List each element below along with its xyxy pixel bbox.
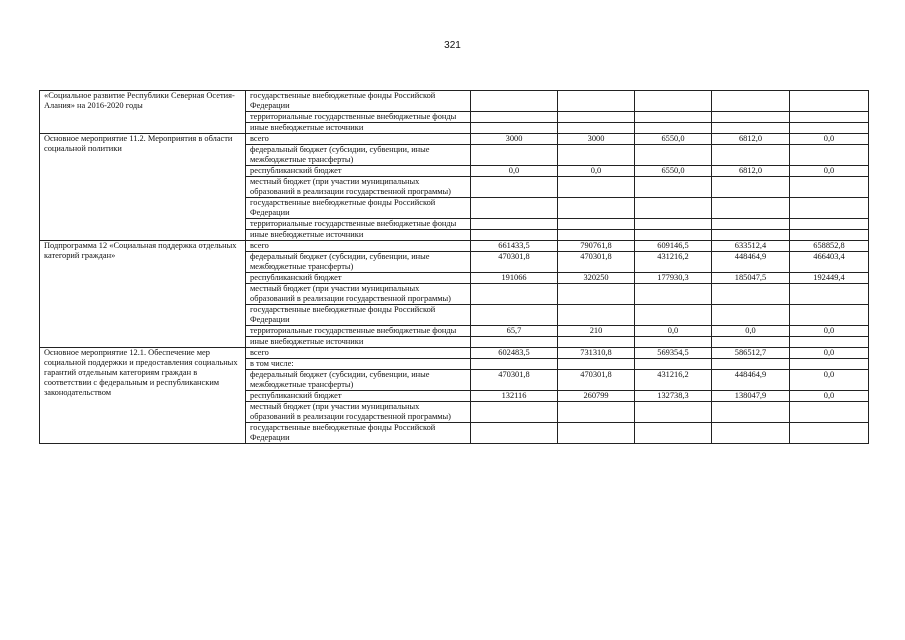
program-name-cell: Основное мероприятие 11.2. Мероприятия в области социальной политики [40, 134, 246, 241]
amount-cell: 0,0 [790, 326, 869, 337]
amount-cell: 569354,5 [635, 348, 712, 359]
amount-cell: 0,0 [712, 326, 790, 337]
amount-cell [712, 305, 790, 326]
amount-cell [558, 91, 635, 112]
amount-cell [471, 305, 558, 326]
amount-cell [558, 284, 635, 305]
amount-cell [790, 230, 869, 241]
amount-cell [790, 359, 869, 370]
funding-source-cell: государственные внебюджетные фонды Российской Федерации [246, 423, 471, 444]
table-body [40, 91, 869, 444]
funding-source-cell: государственные внебюджетные фонды Российской Федерации [246, 91, 471, 112]
funding-source-cell: республиканский бюджет [246, 166, 471, 177]
funding-source-cell: местный бюджет (при участии муниципальных образований в реализации государственной программы) [246, 284, 471, 305]
amount-cell: 431216,2 [635, 252, 712, 273]
amount-cell [635, 198, 712, 219]
amount-cell: 658852,8 [790, 241, 869, 252]
amount-cell [790, 177, 869, 198]
amount-cell [471, 198, 558, 219]
amount-cell [712, 359, 790, 370]
amount-cell [635, 337, 712, 348]
amount-cell: 731310,8 [558, 348, 635, 359]
amount-cell [558, 123, 635, 134]
amount-cell: 132116 [471, 391, 558, 402]
funding-source-cell: территориальные государственные внебюджетные фонды [246, 112, 471, 123]
amount-cell [558, 112, 635, 123]
amount-cell [790, 423, 869, 444]
amount-cell: 210 [558, 326, 635, 337]
amount-cell: 586512,7 [712, 348, 790, 359]
funding-source-cell: местный бюджет (при участии муниципальных образований в реализации государственной программы) [246, 402, 471, 423]
amount-cell: 470301,8 [471, 370, 558, 391]
amount-cell [635, 230, 712, 241]
amount-cell [471, 219, 558, 230]
amount-cell [712, 145, 790, 166]
funding-source-cell: федеральный бюджет (субсидии, субвенции, иные межбюджетные трансферты) [246, 145, 471, 166]
amount-cell [635, 112, 712, 123]
amount-cell: 448464,9 [712, 252, 790, 273]
amount-cell [712, 91, 790, 112]
amount-cell: 0,0 [790, 370, 869, 391]
amount-cell [712, 219, 790, 230]
amount-cell [471, 359, 558, 370]
amount-cell [558, 305, 635, 326]
amount-cell [558, 198, 635, 219]
amount-cell: 609146,5 [635, 241, 712, 252]
funding-source-cell: государственные внебюджетные фонды Российской Федерации [246, 305, 471, 326]
amount-cell [790, 198, 869, 219]
amount-cell: 790761,8 [558, 241, 635, 252]
table-row [40, 91, 869, 112]
amount-cell [635, 219, 712, 230]
funding-source-cell: иные внебюджетные источники [246, 123, 471, 134]
program-name-cell: Подпрограмма 12 «Социальная поддержка отдельных категорий граждан» [40, 241, 246, 348]
amount-cell [471, 284, 558, 305]
amount-cell: 6812,0 [712, 166, 790, 177]
amount-cell [712, 198, 790, 219]
amount-cell [471, 123, 558, 134]
amount-cell [712, 123, 790, 134]
amount-cell: 260799 [558, 391, 635, 402]
funding-source-cell: территориальные государственные внебюджетные фонды [246, 219, 471, 230]
amount-cell [712, 284, 790, 305]
amount-cell: 470301,8 [471, 252, 558, 273]
amount-cell [471, 91, 558, 112]
program-name-cell: «Социальное развитие Республики Северная Осетия-Алания» на 2016-2020 годы [40, 91, 246, 134]
amount-cell [635, 423, 712, 444]
amount-cell: 470301,8 [558, 370, 635, 391]
amount-cell: 6812,0 [712, 134, 790, 145]
funding-source-cell: федеральный бюджет (субсидии, субвенции, иные межбюджетные трансферты) [246, 252, 471, 273]
amount-cell [712, 337, 790, 348]
amount-cell [790, 219, 869, 230]
amount-cell [558, 145, 635, 166]
amount-cell: 6550,0 [635, 134, 712, 145]
amount-cell: 470301,8 [558, 252, 635, 273]
amount-cell: 431216,2 [635, 370, 712, 391]
amount-cell [635, 123, 712, 134]
amount-cell [471, 145, 558, 166]
funding-source-cell: всего [246, 241, 471, 252]
amount-cell: 3000 [471, 134, 558, 145]
amount-cell: 6550,0 [635, 166, 712, 177]
amount-cell [790, 123, 869, 134]
amount-cell [471, 112, 558, 123]
amount-cell [558, 230, 635, 241]
amount-cell [635, 177, 712, 198]
amount-cell [471, 402, 558, 423]
amount-cell: 3000 [558, 134, 635, 145]
amount-cell: 0,0 [635, 326, 712, 337]
amount-cell [558, 359, 635, 370]
funding-source-cell: республиканский бюджет [246, 391, 471, 402]
amount-cell [712, 112, 790, 123]
funding-source-cell: всего [246, 134, 471, 145]
amount-cell [471, 337, 558, 348]
amount-cell [471, 423, 558, 444]
funding-source-cell: иные внебюджетные источники [246, 230, 471, 241]
amount-cell [790, 112, 869, 123]
amount-cell: 448464,9 [712, 370, 790, 391]
table-row [40, 134, 869, 145]
amount-cell [558, 402, 635, 423]
page-number: 321 [444, 40, 461, 51]
funding-source-cell: местный бюджет (при участии муниципальных образований в реализации государственной программы) [246, 177, 471, 198]
amount-cell: 138047,9 [712, 391, 790, 402]
amount-cell: 466403,4 [790, 252, 869, 273]
amount-cell [635, 284, 712, 305]
amount-cell: 65,7 [471, 326, 558, 337]
amount-cell [712, 177, 790, 198]
amount-cell: 0,0 [790, 166, 869, 177]
funding-source-cell: всего [246, 348, 471, 359]
amount-cell: 0,0 [471, 166, 558, 177]
amount-cell [635, 91, 712, 112]
amount-cell [471, 230, 558, 241]
amount-cell: 320250 [558, 273, 635, 284]
amount-cell [558, 337, 635, 348]
amount-cell: 177930,3 [635, 273, 712, 284]
amount-cell: 661433,5 [471, 241, 558, 252]
amount-cell: 192449,4 [790, 273, 869, 284]
funding-source-cell: территориальные государственные внебюджетные фонды [246, 326, 471, 337]
amount-cell [635, 305, 712, 326]
table-row [40, 348, 869, 359]
amount-cell: 0,0 [790, 134, 869, 145]
funding-source-cell: иные внебюджетные источники [246, 337, 471, 348]
amount-cell [712, 423, 790, 444]
amount-cell [790, 145, 869, 166]
program-name-cell: Основное мероприятие 12.1. Обеспечение мер социальной поддержки и предоставления социальных гарантий отдельным категориям граждан в соответствии с федеральным и республиканским законодательством [40, 348, 246, 444]
amount-cell [635, 402, 712, 423]
amount-cell [558, 177, 635, 198]
funding-source-cell: в том числе: [246, 359, 471, 370]
amount-cell: 191066 [471, 273, 558, 284]
amount-cell: 602483,5 [471, 348, 558, 359]
amount-cell [790, 402, 869, 423]
amount-cell [790, 91, 869, 112]
amount-cell [635, 359, 712, 370]
amount-cell: 132738,3 [635, 391, 712, 402]
funding-source-cell: государственные внебюджетные фонды Российской Федерации [246, 198, 471, 219]
amount-cell [712, 230, 790, 241]
table-row [40, 241, 869, 252]
amount-cell [558, 423, 635, 444]
funding-source-cell: федеральный бюджет (субсидии, субвенции, иные межбюджетные трансферты) [246, 370, 471, 391]
amount-cell [712, 402, 790, 423]
amount-cell [790, 337, 869, 348]
amount-cell [471, 177, 558, 198]
budget-table [39, 90, 869, 444]
amount-cell [790, 284, 869, 305]
amount-cell: 633512,4 [712, 241, 790, 252]
amount-cell: 0,0 [790, 391, 869, 402]
amount-cell [790, 305, 869, 326]
amount-cell: 0,0 [790, 348, 869, 359]
amount-cell: 0,0 [558, 166, 635, 177]
amount-cell: 185047,5 [712, 273, 790, 284]
amount-cell [558, 219, 635, 230]
amount-cell [635, 145, 712, 166]
funding-source-cell: республиканский бюджет [246, 273, 471, 284]
